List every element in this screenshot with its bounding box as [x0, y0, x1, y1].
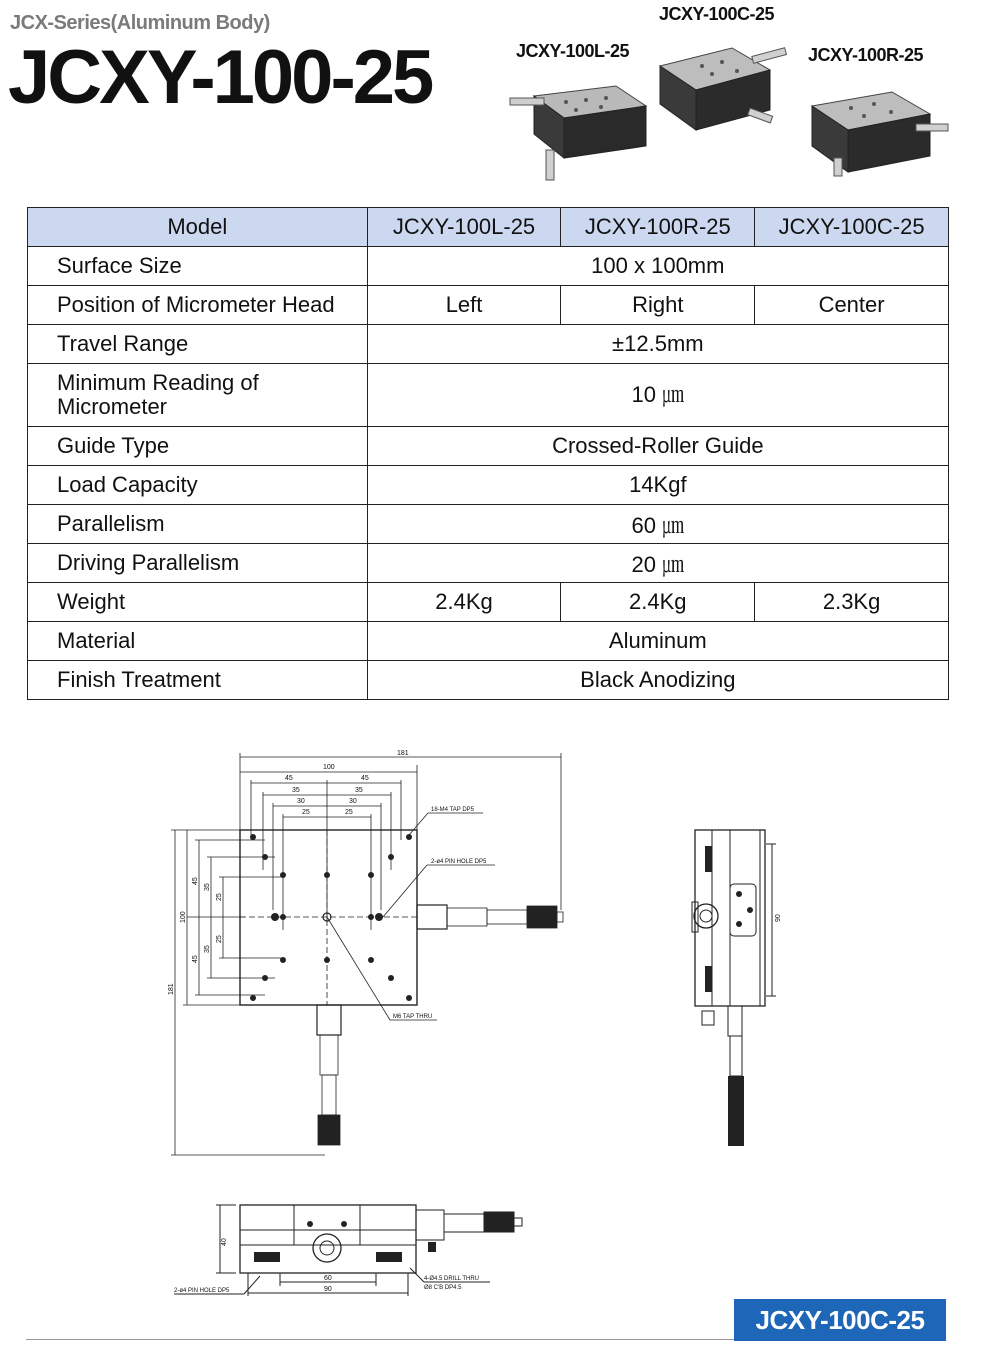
model-l: JCXY-100L-25: [367, 208, 561, 247]
table-row: [28, 505, 949, 544]
row-label: Position of Micrometer Head: [28, 286, 368, 325]
model-r: JCXY-100R-25: [561, 208, 755, 247]
row-value: 2.4Kg: [561, 583, 755, 622]
dim-25-top-right: 25: [345, 809, 353, 816]
row-label: Surface Size: [28, 247, 368, 286]
front-dim-40: 40: [221, 1238, 228, 1246]
front-callout-counterbore: Ø8 C'B DP4.5: [424, 1285, 462, 1291]
row-value: 20 ㎛: [367, 544, 948, 583]
row-value: Left: [367, 286, 561, 325]
row-label-line2: Micrometer: [57, 394, 168, 419]
dim-25-left-top: 25: [216, 893, 223, 901]
front-dim-90: 90: [324, 1286, 332, 1293]
dim-35-top-left: 35: [292, 787, 300, 794]
row-label: Driving Parallelism: [28, 544, 368, 583]
table-header-row: [28, 208, 949, 247]
dim-100-left: 100: [180, 911, 187, 923]
row-label: Finish Treatment: [28, 661, 368, 700]
row-value: 100 x 100mm: [367, 247, 948, 286]
row-value: 14Kgf: [367, 466, 948, 505]
dim-100-top: 100: [323, 764, 335, 771]
dim-35-top-right: 35: [355, 787, 363, 794]
product-label-left: JCXY-100L-25: [516, 41, 630, 61]
dim-25-left-bottom: 25: [216, 935, 223, 943]
callout-m6: M6 TAP THRU: [393, 1014, 433, 1020]
row-label: Weight: [28, 583, 368, 622]
side-dim-90: 90: [775, 914, 782, 922]
row-label: Parallelism: [28, 505, 368, 544]
callout-tap: 18-M4 TAP DP5: [431, 807, 475, 813]
row-value: Black Anodizing: [367, 661, 948, 700]
row-label: Material: [28, 622, 368, 661]
table-row: [28, 583, 949, 622]
front-dim-60: 60: [324, 1275, 332, 1282]
footer-divider: [26, 1339, 734, 1340]
spec-table: [27, 207, 949, 700]
row-label: Travel Range: [28, 325, 368, 364]
table-row: [28, 466, 949, 505]
callout-pin: 2-ø4 PIN HOLE DP5: [431, 859, 487, 865]
table-row: [28, 427, 949, 466]
row-label-line1: Minimum Reading of: [57, 370, 259, 395]
dim-30-top-right: 30: [349, 798, 357, 805]
front-callout-drill: 4-Ø4.5 DRILL THRU: [424, 1276, 480, 1282]
front-callout-pin: 2-ø4 PIN HOLE DP5: [174, 1288, 230, 1294]
product-image-right: [806, 68, 956, 183]
page-title: JCXY-100-25: [8, 35, 432, 120]
product-image-center: [652, 26, 792, 156]
row-value: 10 ㎛: [367, 364, 948, 427]
dim-45-left-top: 45: [192, 877, 199, 885]
front-view-drawing: [170, 1190, 570, 1305]
dim-35-left-top: 35: [204, 883, 211, 891]
row-label: Guide Type: [28, 427, 368, 466]
dim-45-top-left: 45: [285, 775, 293, 782]
row-value: Aluminum: [367, 622, 948, 661]
dim-181-top: 181: [397, 750, 409, 757]
table-row: [28, 286, 949, 325]
table-row: [28, 622, 949, 661]
side-view-drawing: [690, 826, 790, 1151]
dim-45-top-right: 45: [361, 775, 369, 782]
row-value: Center: [755, 286, 949, 325]
row-value: Crossed-Roller Guide: [367, 427, 948, 466]
table-row: [28, 325, 949, 364]
product-label-right: JCXY-100R-25: [808, 45, 924, 65]
table-row: [28, 661, 949, 700]
product-image-left: [506, 66, 656, 186]
row-value: 60 ㎛: [367, 505, 948, 544]
dim-45-left-bottom: 45: [192, 955, 199, 963]
row-value: 2.4Kg: [367, 583, 561, 622]
row-value: Right: [561, 286, 755, 325]
product-label-center: JCXY-100C-25: [659, 4, 775, 24]
table-row: [28, 247, 949, 286]
model-c: JCXY-100C-25: [755, 208, 949, 247]
top-view-drawing: [165, 745, 585, 1160]
dim-25-top-left: 25: [302, 809, 310, 816]
series-subtitle: JCX-Series(Aluminum Body): [10, 12, 270, 34]
dim-35-left-bottom: 35: [204, 945, 211, 953]
table-row: [28, 364, 949, 427]
row-value: 2.3Kg: [755, 583, 949, 622]
model-badge: JCXY-100C-25: [734, 1299, 946, 1341]
row-label: [28, 364, 368, 427]
model-header: Model: [28, 208, 368, 247]
dim-30-top-left: 30: [297, 798, 305, 805]
row-value: ±12.5mm: [367, 325, 948, 364]
dim-181-left: 181: [168, 983, 175, 995]
row-label: Load Capacity: [28, 466, 368, 505]
table-row: [28, 544, 949, 583]
